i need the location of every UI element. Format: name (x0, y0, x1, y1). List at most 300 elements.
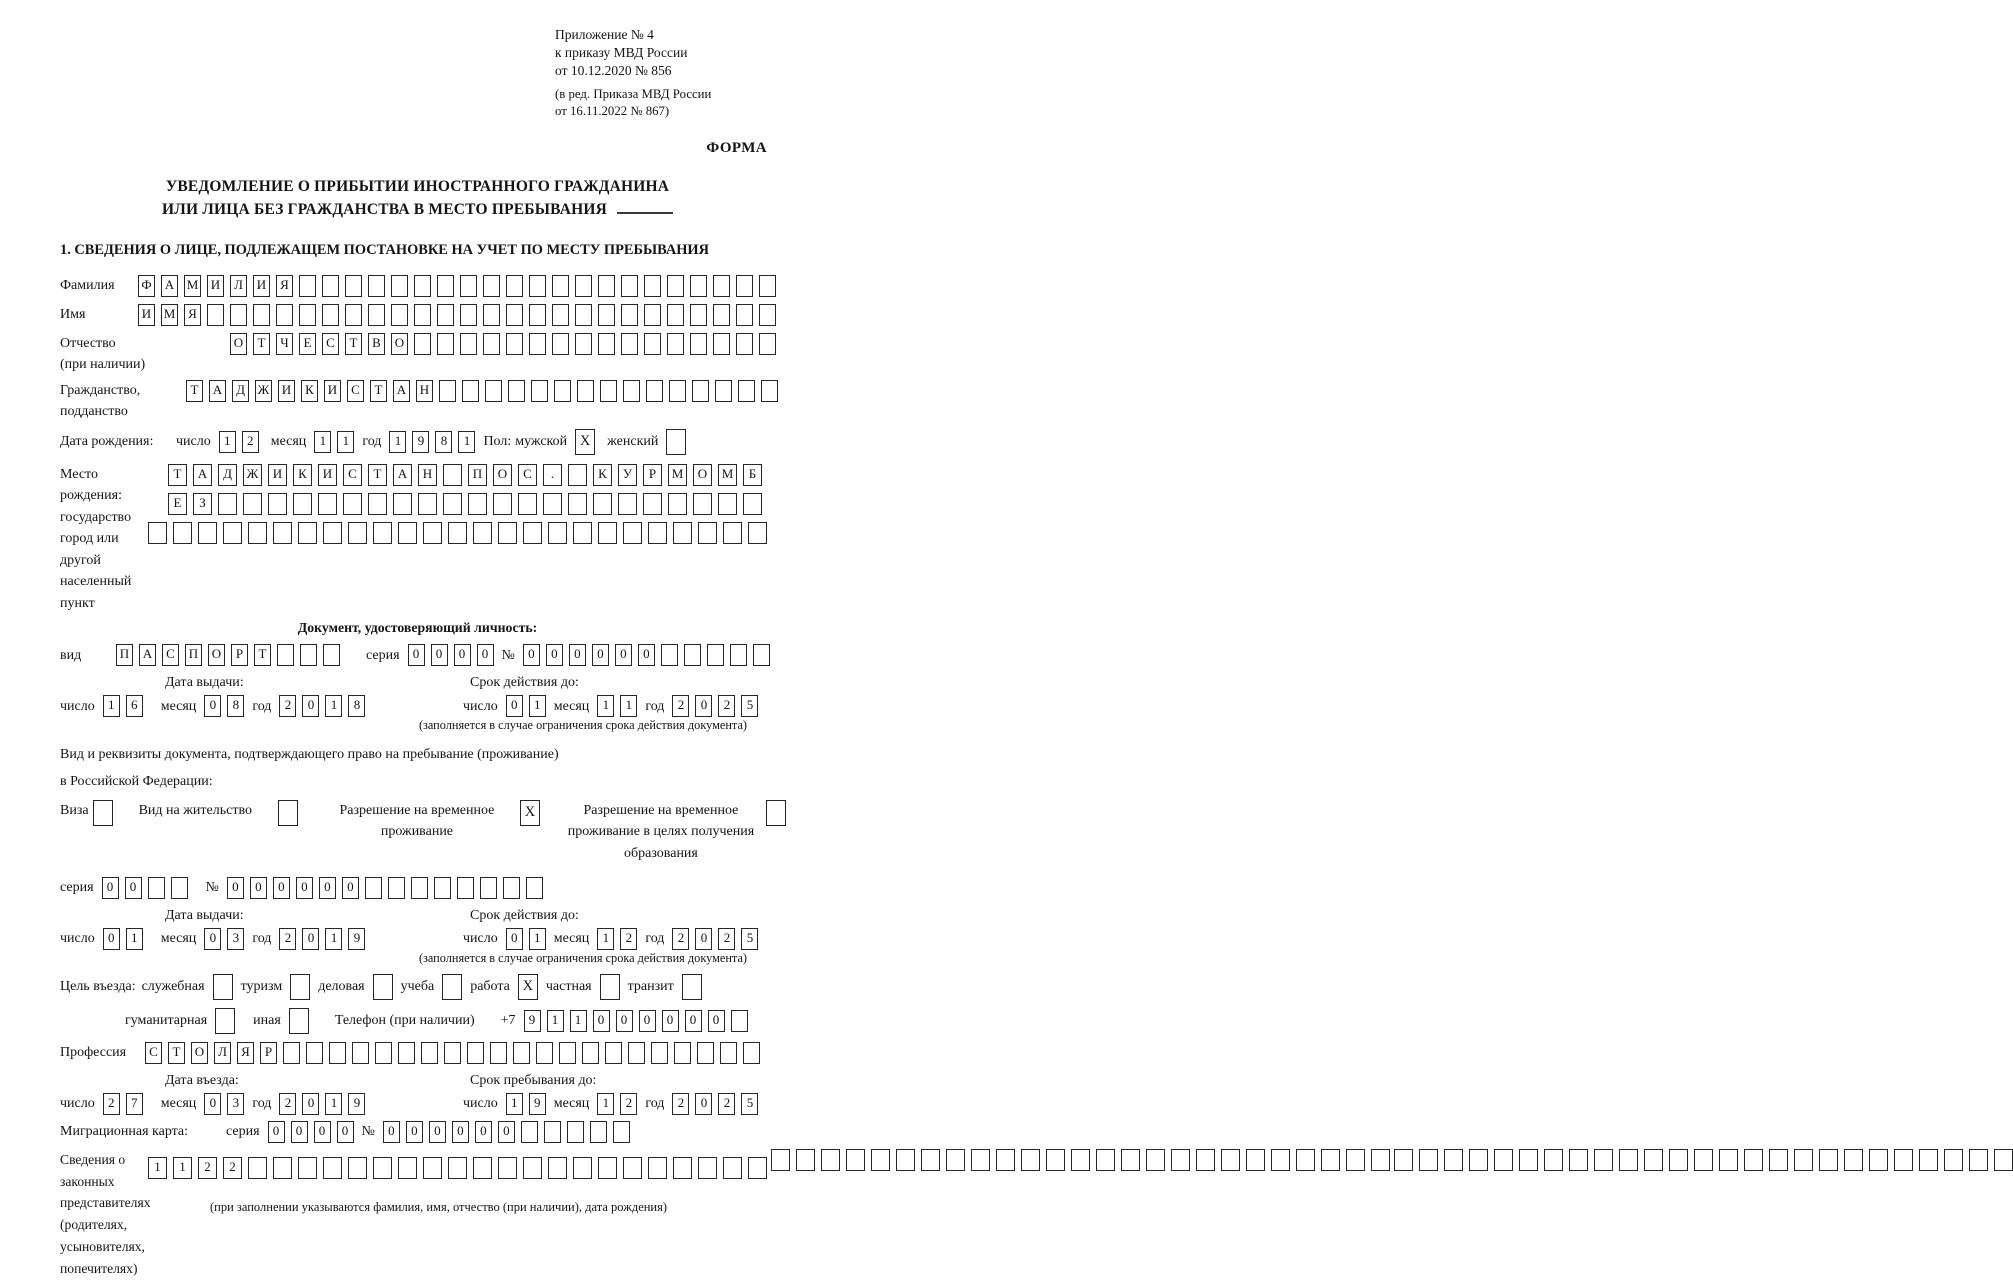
char-cell[interactable] (821, 1149, 840, 1171)
char-cell[interactable] (418, 493, 437, 515)
char-cell[interactable]: И (138, 304, 155, 326)
char-cell[interactable]: К (301, 380, 318, 402)
char-cell[interactable] (506, 275, 523, 297)
char-cell[interactable] (646, 380, 663, 402)
char-cell[interactable]: Т (345, 333, 362, 355)
char-cell[interactable] (796, 1149, 815, 1171)
char-cell[interactable]: 0 (342, 877, 359, 899)
char-cell[interactable] (713, 333, 730, 355)
char-cell[interactable]: Я (276, 275, 293, 297)
char-cell[interactable] (692, 380, 709, 402)
char-cell[interactable] (485, 380, 502, 402)
char-cell[interactable]: Л (214, 1042, 231, 1064)
char-cell[interactable] (480, 877, 497, 899)
char-cell[interactable] (568, 464, 587, 486)
char-cell[interactable] (593, 493, 612, 515)
char-cell[interactable]: Л (230, 275, 247, 297)
char-cell[interactable] (323, 1157, 342, 1179)
char-cell[interactable] (506, 304, 523, 326)
char-cell[interactable] (731, 1010, 748, 1032)
char-cell[interactable] (365, 877, 382, 899)
char-cell[interactable]: 0 (103, 928, 120, 950)
char-cell[interactable]: С (347, 380, 364, 402)
char-cell[interactable]: 1 (219, 431, 236, 453)
char-cell[interactable] (567, 1121, 584, 1143)
char-cell[interactable]: Я (237, 1042, 254, 1064)
char-cell[interactable]: 0 (337, 1121, 354, 1143)
checkbox-official[interactable] (213, 974, 233, 1000)
char-cell[interactable]: 0 (708, 1010, 725, 1032)
char-cell[interactable] (971, 1149, 990, 1171)
char-cell[interactable] (723, 1157, 742, 1179)
char-cell[interactable] (690, 304, 707, 326)
char-cell[interactable] (506, 333, 523, 355)
char-cell[interactable] (529, 304, 546, 326)
char-cell[interactable] (498, 522, 517, 544)
char-cell[interactable]: 1 (314, 431, 331, 453)
char-cell[interactable] (393, 493, 412, 515)
char-cell[interactable]: 8 (227, 695, 244, 717)
char-cell[interactable]: И (268, 464, 287, 486)
char-cell[interactable] (690, 333, 707, 355)
char-cell[interactable] (743, 1042, 760, 1064)
char-cell[interactable]: В (368, 333, 385, 355)
char-cell[interactable] (623, 522, 642, 544)
char-cell[interactable] (590, 1121, 607, 1143)
char-cell[interactable] (698, 522, 717, 544)
char-cell[interactable] (1096, 1149, 1115, 1171)
char-cell[interactable]: 0 (475, 1121, 492, 1143)
char-cell[interactable]: О (493, 464, 512, 486)
char-cell[interactable]: 0 (302, 695, 319, 717)
char-cell[interactable]: П (185, 644, 202, 666)
char-cell[interactable] (493, 493, 512, 515)
char-cell[interactable] (1994, 1149, 2013, 1171)
char-cell[interactable] (598, 275, 615, 297)
char-cell[interactable]: Р (643, 464, 662, 486)
char-cell[interactable] (348, 1157, 367, 1179)
char-cell[interactable]: С (162, 644, 179, 666)
char-cell[interactable] (575, 333, 592, 355)
char-cell[interactable] (846, 1149, 865, 1171)
char-cell[interactable]: 2 (242, 431, 259, 453)
char-cell[interactable] (1296, 1149, 1315, 1171)
char-cell[interactable]: 0 (546, 644, 563, 666)
char-cell[interactable]: 8 (435, 431, 452, 453)
char-cell[interactable] (498, 1157, 517, 1179)
char-cell[interactable]: . (543, 464, 562, 486)
char-cell[interactable] (713, 275, 730, 297)
char-cell[interactable] (668, 493, 687, 515)
char-cell[interactable] (1469, 1149, 1488, 1171)
char-cell[interactable] (568, 493, 587, 515)
char-cell[interactable] (323, 644, 340, 666)
char-cell[interactable] (171, 877, 188, 899)
char-cell[interactable]: 0 (204, 1093, 221, 1115)
checkbox-temp-residence[interactable]: X (520, 800, 540, 826)
char-cell[interactable]: Д (218, 464, 237, 486)
char-cell[interactable]: 2 (279, 695, 296, 717)
char-cell[interactable]: Е (168, 493, 187, 515)
char-cell[interactable] (276, 304, 293, 326)
char-cell[interactable] (1321, 1149, 1340, 1171)
char-cell[interactable]: 6 (126, 695, 143, 717)
char-cell[interactable] (218, 493, 237, 515)
char-cell[interactable] (1919, 1149, 1938, 1171)
char-cell[interactable]: 0 (569, 644, 586, 666)
char-cell[interactable] (529, 333, 546, 355)
char-cell[interactable] (1221, 1149, 1240, 1171)
char-cell[interactable] (1944, 1149, 1963, 1171)
char-cell[interactable]: 0 (125, 877, 142, 899)
char-cell[interactable] (715, 380, 732, 402)
char-cell[interactable] (439, 380, 456, 402)
char-cell[interactable]: 1 (325, 928, 342, 950)
char-cell[interactable] (483, 304, 500, 326)
char-cell[interactable]: 0 (498, 1121, 515, 1143)
char-cell[interactable] (644, 333, 661, 355)
checkbox-temp-residence-education[interactable] (766, 800, 786, 826)
char-cell[interactable]: 1 (148, 1157, 167, 1179)
char-cell[interactable]: Т (168, 1042, 185, 1064)
char-cell[interactable] (467, 1042, 484, 1064)
char-cell[interactable] (748, 1157, 767, 1179)
char-cell[interactable]: И (278, 380, 295, 402)
char-cell[interactable] (329, 1042, 346, 1064)
char-cell[interactable] (598, 1157, 617, 1179)
char-cell[interactable] (529, 275, 546, 297)
char-cell[interactable] (1046, 1149, 1065, 1171)
char-cell[interactable]: Ф (138, 275, 155, 297)
char-cell[interactable] (761, 380, 778, 402)
checkbox-business[interactable] (373, 974, 393, 1000)
char-cell[interactable] (1969, 1149, 1988, 1171)
char-cell[interactable] (1669, 1149, 1688, 1171)
char-cell[interactable]: 0 (593, 1010, 610, 1032)
checkbox-male[interactable]: X (575, 429, 595, 455)
char-cell[interactable] (605, 1042, 622, 1064)
char-cell[interactable] (1769, 1149, 1788, 1171)
char-cell[interactable] (748, 522, 767, 544)
char-cell[interactable] (718, 493, 737, 515)
char-cell[interactable]: 0 (695, 695, 712, 717)
char-cell[interactable] (684, 644, 701, 666)
char-cell[interactable] (1271, 1149, 1290, 1171)
char-cell[interactable] (697, 1042, 714, 1064)
char-cell[interactable] (996, 1149, 1015, 1171)
char-cell[interactable] (759, 333, 776, 355)
char-cell[interactable]: 1 (389, 431, 406, 453)
char-cell[interactable] (1394, 1149, 1413, 1171)
char-cell[interactable] (443, 493, 462, 515)
char-cell[interactable] (1121, 1149, 1140, 1171)
char-cell[interactable]: 1 (325, 695, 342, 717)
char-cell[interactable]: 0 (268, 1121, 285, 1143)
char-cell[interactable]: Т (168, 464, 187, 486)
char-cell[interactable]: О (208, 644, 225, 666)
char-cell[interactable] (582, 1042, 599, 1064)
char-cell[interactable] (398, 522, 417, 544)
char-cell[interactable]: 1 (103, 695, 120, 717)
char-cell[interactable] (1071, 1149, 1090, 1171)
char-cell[interactable]: 9 (348, 1093, 365, 1115)
char-cell[interactable]: 0 (250, 877, 267, 899)
char-cell[interactable] (373, 1157, 392, 1179)
char-cell[interactable]: Т (370, 380, 387, 402)
char-cell[interactable] (1346, 1149, 1365, 1171)
char-cell[interactable]: О (230, 333, 247, 355)
char-cell[interactable]: Д (232, 380, 249, 402)
char-cell[interactable]: 1 (529, 928, 546, 950)
char-cell[interactable] (554, 380, 571, 402)
char-cell[interactable] (598, 304, 615, 326)
checkbox-work[interactable]: X (518, 974, 538, 1000)
char-cell[interactable] (473, 522, 492, 544)
char-cell[interactable]: Р (260, 1042, 277, 1064)
char-cell[interactable] (723, 522, 742, 544)
char-cell[interactable]: 0 (685, 1010, 702, 1032)
char-cell[interactable] (523, 1157, 542, 1179)
char-cell[interactable] (598, 522, 617, 544)
char-cell[interactable] (444, 1042, 461, 1064)
char-cell[interactable] (621, 333, 638, 355)
char-cell[interactable]: Е (299, 333, 316, 355)
char-cell[interactable] (322, 275, 339, 297)
char-cell[interactable]: 1 (529, 695, 546, 717)
char-cell[interactable] (707, 644, 724, 666)
char-cell[interactable] (771, 1149, 790, 1171)
char-cell[interactable]: 2 (279, 1093, 296, 1115)
char-cell[interactable]: 0 (204, 695, 221, 717)
char-cell[interactable] (575, 275, 592, 297)
char-cell[interactable] (543, 493, 562, 515)
char-cell[interactable]: 3 (227, 928, 244, 950)
char-cell[interactable]: И (324, 380, 341, 402)
char-cell[interactable] (230, 304, 247, 326)
char-cell[interactable] (544, 1121, 561, 1143)
char-cell[interactable] (300, 644, 317, 666)
char-cell[interactable]: З (193, 493, 212, 515)
char-cell[interactable] (243, 493, 262, 515)
char-cell[interactable] (552, 304, 569, 326)
char-cell[interactable]: 9 (412, 431, 429, 453)
char-cell[interactable] (743, 493, 762, 515)
char-cell[interactable] (1519, 1149, 1538, 1171)
char-cell[interactable]: 2 (718, 928, 735, 950)
char-cell[interactable]: П (116, 644, 133, 666)
char-cell[interactable]: У (618, 464, 637, 486)
char-cell[interactable]: А (193, 464, 212, 486)
char-cell[interactable] (283, 1042, 300, 1064)
char-cell[interactable] (896, 1149, 915, 1171)
char-cell[interactable] (468, 493, 487, 515)
char-cell[interactable]: Ж (243, 464, 262, 486)
char-cell[interactable] (322, 304, 339, 326)
char-cell[interactable]: 5 (741, 928, 758, 950)
char-cell[interactable] (423, 522, 442, 544)
char-cell[interactable]: 2 (198, 1157, 217, 1179)
char-cell[interactable]: С (518, 464, 537, 486)
char-cell[interactable] (306, 1042, 323, 1064)
char-cell[interactable] (1644, 1149, 1663, 1171)
char-cell[interactable]: 1 (337, 431, 354, 453)
char-cell[interactable] (673, 522, 692, 544)
char-cell[interactable] (648, 522, 667, 544)
char-cell[interactable] (1371, 1149, 1390, 1171)
char-cell[interactable] (352, 1042, 369, 1064)
char-cell[interactable] (1619, 1149, 1638, 1171)
char-cell[interactable]: К (593, 464, 612, 486)
char-cell[interactable]: 1 (620, 695, 637, 717)
char-cell[interactable]: 2 (672, 928, 689, 950)
char-cell[interactable]: 8 (348, 695, 365, 717)
char-cell[interactable]: Н (418, 464, 437, 486)
char-cell[interactable] (628, 1042, 645, 1064)
char-cell[interactable] (651, 1042, 668, 1064)
char-cell[interactable] (644, 275, 661, 297)
char-cell[interactable] (674, 1042, 691, 1064)
char-cell[interactable]: И (207, 275, 224, 297)
char-cell[interactable] (618, 493, 637, 515)
char-cell[interactable]: А (161, 275, 178, 297)
char-cell[interactable] (343, 493, 362, 515)
char-cell[interactable]: С (322, 333, 339, 355)
char-cell[interactable] (531, 380, 548, 402)
char-cell[interactable]: М (718, 464, 737, 486)
char-cell[interactable]: 5 (741, 695, 758, 717)
char-cell[interactable]: М (184, 275, 201, 297)
char-cell[interactable] (871, 1149, 890, 1171)
char-cell[interactable] (223, 522, 242, 544)
char-cell[interactable] (483, 275, 500, 297)
char-cell[interactable]: 2 (223, 1157, 242, 1179)
char-cell[interactable]: 0 (319, 877, 336, 899)
char-cell[interactable] (1196, 1149, 1215, 1171)
char-cell[interactable]: 7 (126, 1093, 143, 1115)
char-cell[interactable] (573, 1157, 592, 1179)
char-cell[interactable] (299, 275, 316, 297)
char-cell[interactable] (148, 877, 165, 899)
char-cell[interactable] (623, 380, 640, 402)
char-cell[interactable] (669, 380, 686, 402)
char-cell[interactable]: 0 (454, 644, 471, 666)
char-cell[interactable] (1844, 1149, 1863, 1171)
char-cell[interactable]: С (343, 464, 362, 486)
char-cell[interactable]: 2 (718, 695, 735, 717)
char-cell[interactable]: 0 (383, 1121, 400, 1143)
char-cell[interactable]: 1 (570, 1010, 587, 1032)
char-cell[interactable]: О (191, 1042, 208, 1064)
checkbox-transit[interactable] (682, 974, 702, 1000)
char-cell[interactable]: 2 (279, 928, 296, 950)
char-cell[interactable] (473, 1157, 492, 1179)
char-cell[interactable]: А (393, 464, 412, 486)
char-cell[interactable] (1694, 1149, 1713, 1171)
char-cell[interactable] (490, 1042, 507, 1064)
char-cell[interactable] (398, 1042, 415, 1064)
char-cell[interactable] (1869, 1149, 1888, 1171)
char-cell[interactable] (375, 1042, 392, 1064)
char-cell[interactable] (575, 304, 592, 326)
char-cell[interactable] (559, 1042, 576, 1064)
char-cell[interactable] (483, 333, 500, 355)
char-cell[interactable]: 5 (741, 1093, 758, 1115)
char-cell[interactable]: 0 (506, 695, 523, 717)
char-cell[interactable] (753, 644, 770, 666)
char-cell[interactable] (693, 493, 712, 515)
char-cell[interactable] (921, 1149, 940, 1171)
char-cell[interactable] (443, 464, 462, 486)
char-cell[interactable] (661, 644, 678, 666)
char-cell[interactable] (368, 304, 385, 326)
char-cell[interactable]: 3 (227, 1093, 244, 1115)
char-cell[interactable]: 0 (639, 1010, 656, 1032)
char-cell[interactable] (457, 877, 474, 899)
char-cell[interactable]: 2 (672, 695, 689, 717)
char-cell[interactable] (598, 333, 615, 355)
char-cell[interactable] (248, 522, 267, 544)
char-cell[interactable] (391, 304, 408, 326)
char-cell[interactable] (398, 1157, 417, 1179)
char-cell[interactable]: 0 (452, 1121, 469, 1143)
char-cell[interactable] (1819, 1149, 1838, 1171)
char-cell[interactable] (648, 1157, 667, 1179)
char-cell[interactable]: 9 (348, 928, 365, 950)
char-cell[interactable]: 0 (314, 1121, 331, 1143)
char-cell[interactable] (698, 1157, 717, 1179)
char-cell[interactable] (1719, 1149, 1738, 1171)
char-cell[interactable]: 0 (204, 928, 221, 950)
char-cell[interactable]: Р (231, 644, 248, 666)
char-cell[interactable]: О (391, 333, 408, 355)
char-cell[interactable] (573, 522, 592, 544)
char-cell[interactable] (1444, 1149, 1463, 1171)
char-cell[interactable] (207, 304, 224, 326)
char-cell[interactable]: Т (253, 333, 270, 355)
char-cell[interactable] (536, 1042, 553, 1064)
char-cell[interactable] (460, 275, 477, 297)
char-cell[interactable] (462, 380, 479, 402)
char-cell[interactable] (1894, 1149, 1913, 1171)
char-cell[interactable]: 9 (529, 1093, 546, 1115)
char-cell[interactable] (736, 333, 753, 355)
char-cell[interactable] (434, 877, 451, 899)
char-cell[interactable] (460, 304, 477, 326)
char-cell[interactable]: А (139, 644, 156, 666)
char-cell[interactable]: 1 (458, 431, 475, 453)
char-cell[interactable] (548, 1157, 567, 1179)
char-cell[interactable] (613, 1121, 630, 1143)
char-cell[interactable] (373, 522, 392, 544)
char-cell[interactable] (552, 275, 569, 297)
char-cell[interactable]: И (318, 464, 337, 486)
char-cell[interactable] (277, 644, 294, 666)
char-cell[interactable]: 0 (477, 644, 494, 666)
char-cell[interactable] (1794, 1149, 1813, 1171)
char-cell[interactable]: А (209, 380, 226, 402)
char-cell[interactable]: 1 (173, 1157, 192, 1179)
char-cell[interactable] (508, 380, 525, 402)
char-cell[interactable] (720, 1042, 737, 1064)
char-cell[interactable] (946, 1149, 965, 1171)
char-cell[interactable] (526, 877, 543, 899)
char-cell[interactable] (248, 1157, 267, 1179)
char-cell[interactable] (148, 522, 167, 544)
char-cell[interactable]: 0 (273, 877, 290, 899)
char-cell[interactable] (299, 304, 316, 326)
char-cell[interactable]: 0 (291, 1121, 308, 1143)
char-cell[interactable] (552, 333, 569, 355)
